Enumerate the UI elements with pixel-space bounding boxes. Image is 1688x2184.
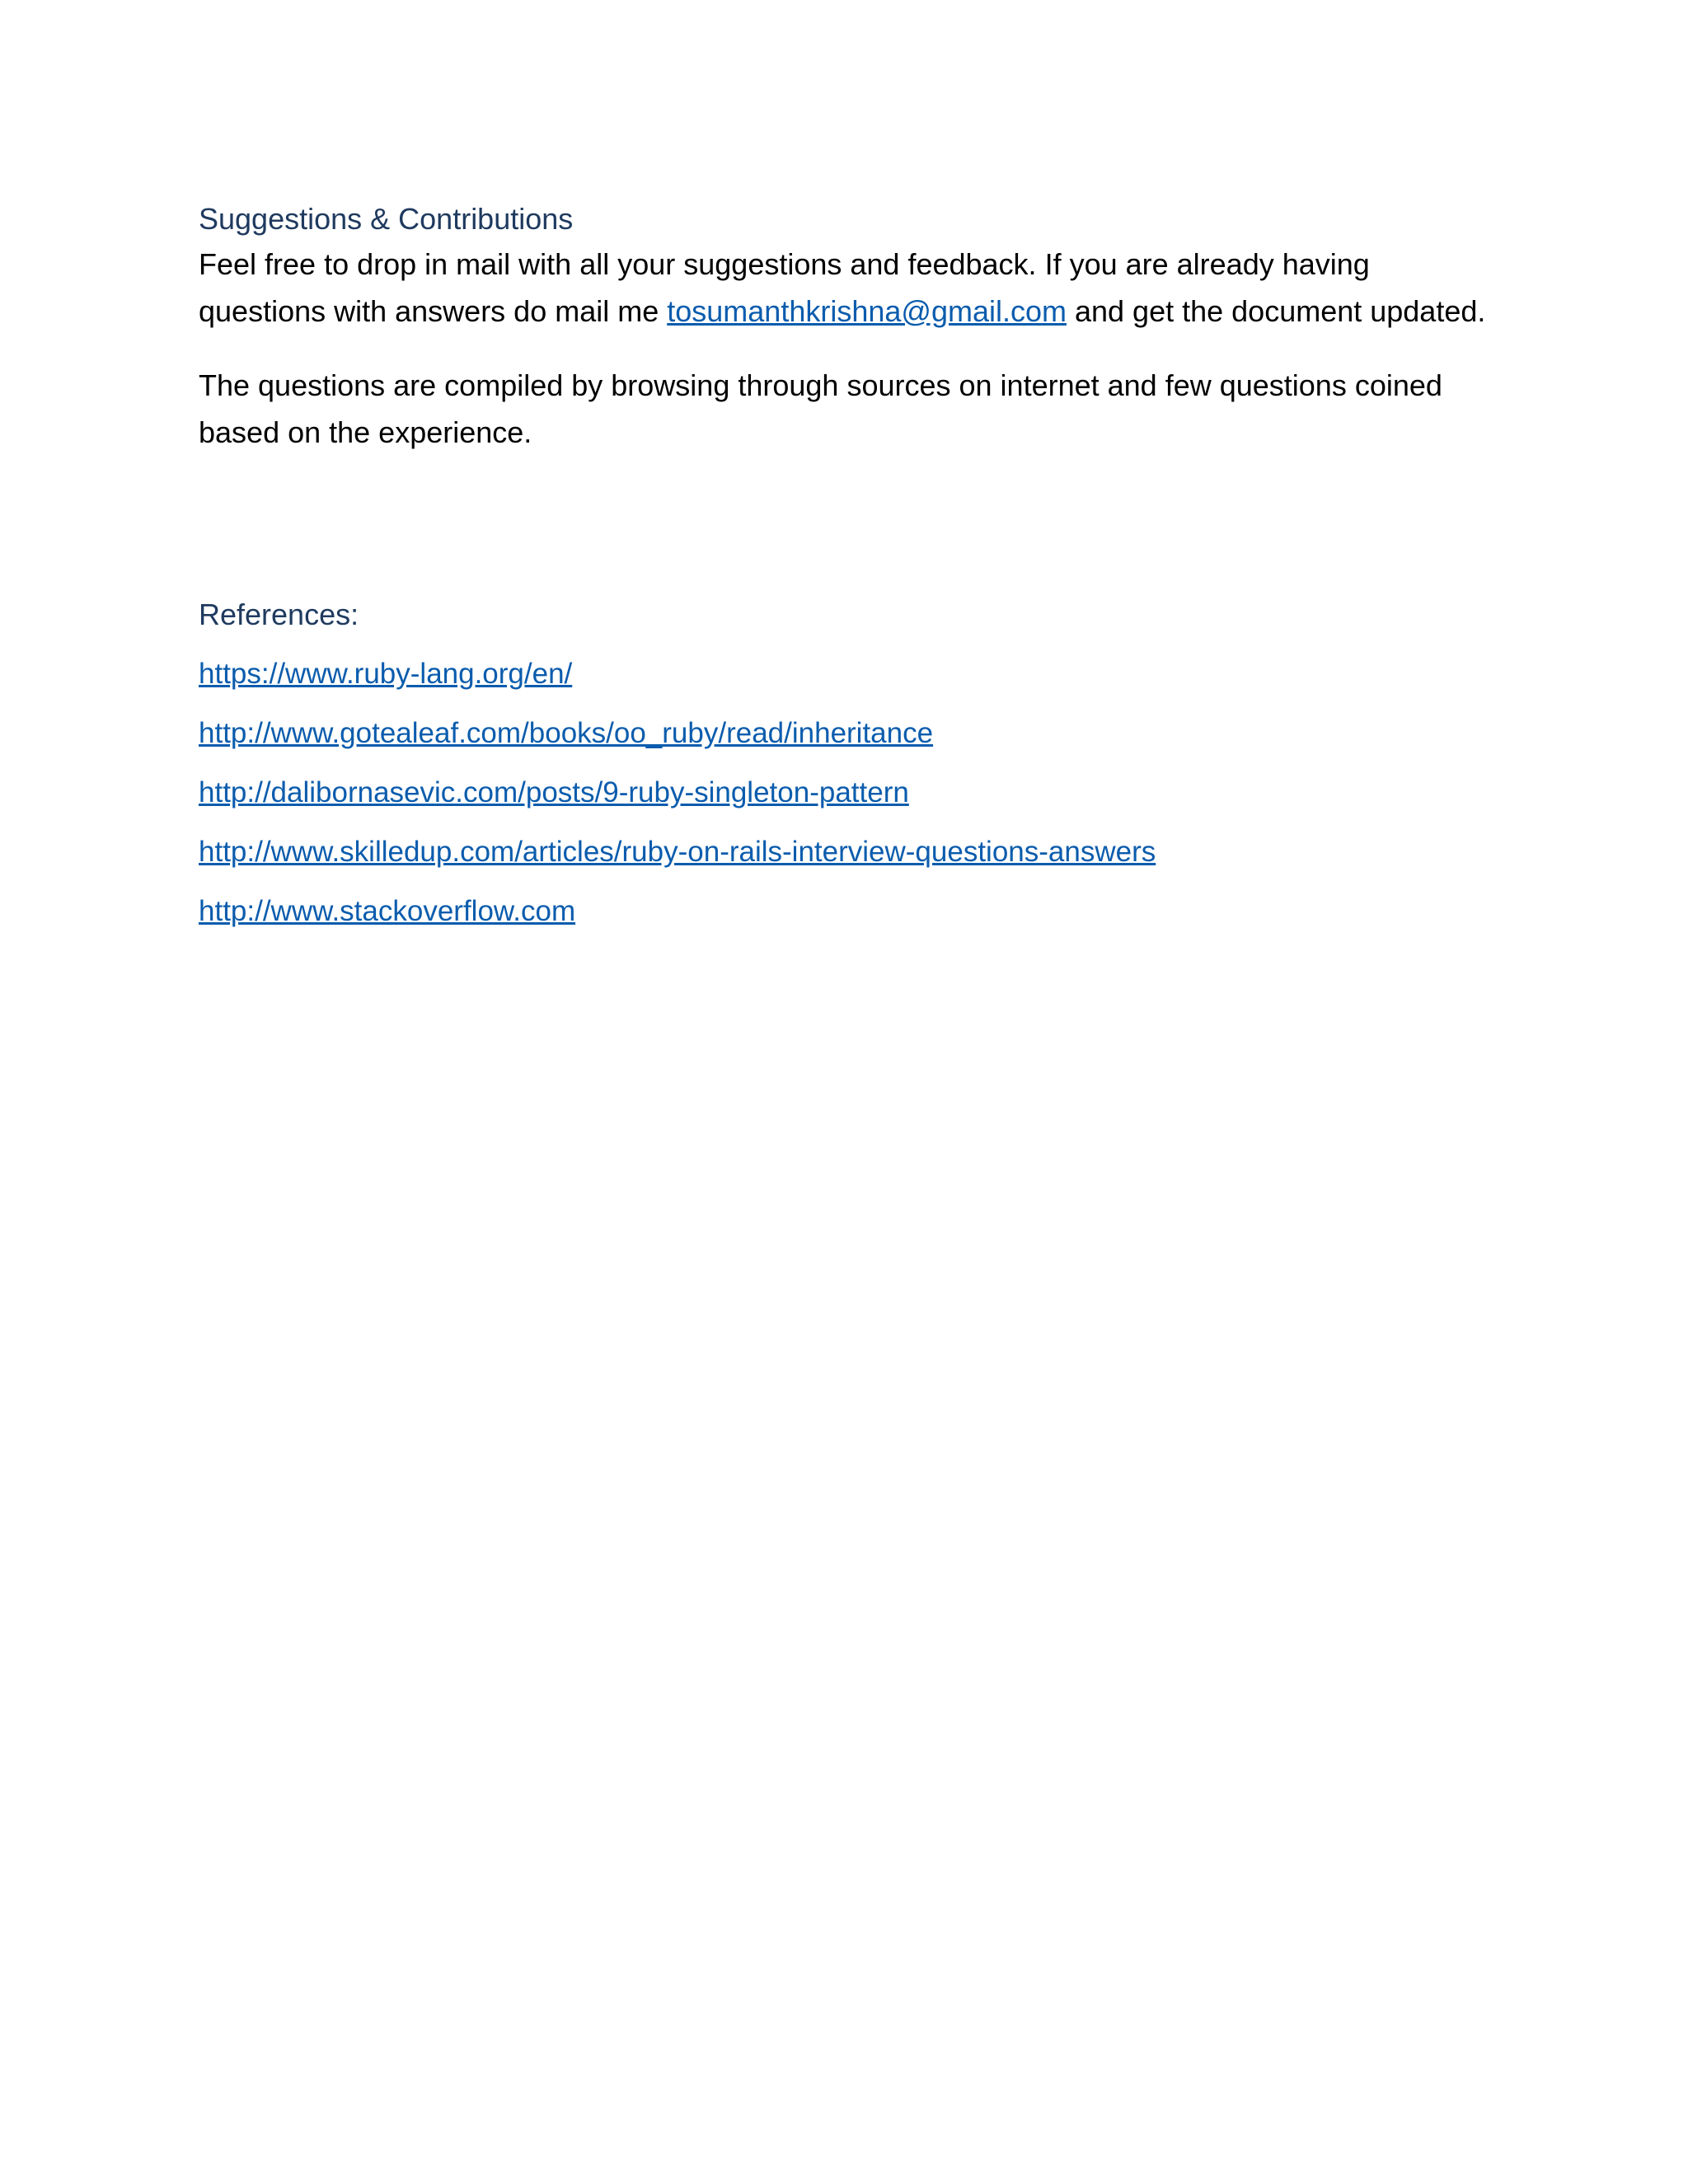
feedback-paragraph: [199, 241, 1493, 335]
references-heading: References:: [199, 598, 359, 631]
reference-item: [199, 832, 1493, 872]
reference-item: [199, 892, 1493, 931]
reference-link-gotealeaf[interactable]: http://www.gotealeaf.com/books/oo_ruby/read/inheritance: [199, 717, 934, 749]
page-content: [199, 198, 1493, 951]
reference-link-stackoverflow[interactable]: http://www.stackoverflow.com: [199, 895, 576, 927]
reference-link-dalibornasevic[interactable]: http://dalibornasevic.com/posts/9-ruby-singleton-pattern: [199, 776, 909, 808]
reference-link-ruby-lang[interactable]: https://www.ruby-lang.org/en/: [199, 658, 573, 690]
email-link[interactable]: tosumanthkrishna@gmail.com: [667, 294, 1067, 328]
reference-link-skilledup[interactable]: http://www.skilledup.com/articles/ruby-on-rails-interview-questions-answers: [199, 836, 1156, 868]
suggestions-heading: Suggestions & Contributions: [199, 202, 574, 236]
references-list: [199, 654, 1493, 931]
feedback-text-after: and get the document updated.: [1066, 294, 1486, 328]
reference-item: [199, 773, 1493, 813]
feedback-text-before: Feel free to drop in mail with all your suggestions and feedback. If you are already having questions with answers do mail me: [199, 247, 1370, 328]
reference-item: [199, 714, 1493, 753]
reference-item: [199, 654, 1493, 694]
sources-paragraph: The questions are compiled by browsing through sources on internet and few questions coined based on the experience.: [199, 368, 1442, 449]
